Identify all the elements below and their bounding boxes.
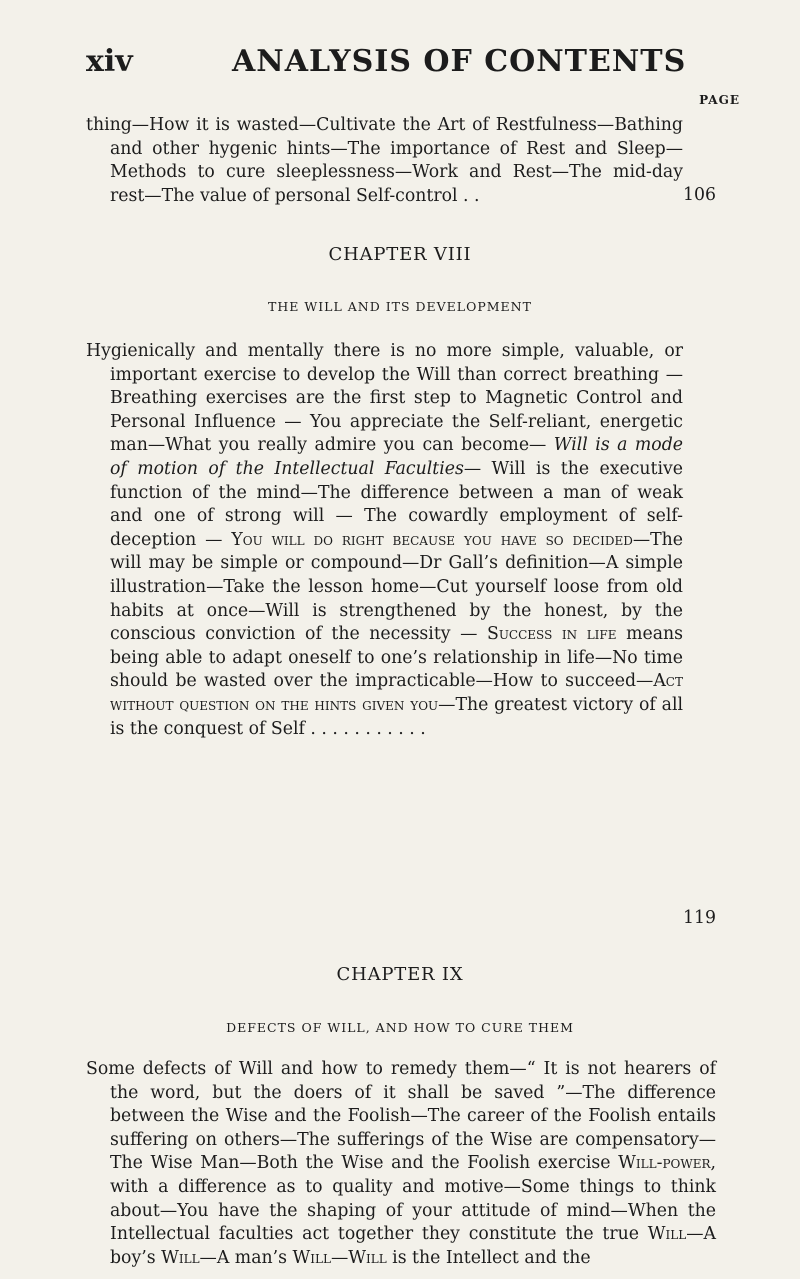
running-header <box>86 44 726 88</box>
chapter-viii-analysis <box>86 340 716 931</box>
page-column-label: PAGE <box>699 93 740 107</box>
analysis-text: —A boy’s <box>110 1224 716 1268</box>
entry-text: thing—How it is wasted—Cultivate the Art of Restfulness—Bathing and other hygenic hints—The importance of Rest and Sleep—Methods to cure sleeplessness—Work and Rest—The mid-day rest—The value of personal Self-control <box>86 115 683 206</box>
analysis-small-caps: Will <box>292 1247 331 1268</box>
entry-page-number: 106 <box>683 185 716 205</box>
analysis-small-caps: Will <box>348 1247 387 1268</box>
page-number: xiv <box>86 44 133 79</box>
analysis-text: is the Intellect and the <box>386 1247 591 1268</box>
analysis-text: Hygienically and mentally there is no more simple, valuable, or important exercise to develop the Will than correct breathing —Breathing exercises are the first step to Magnetic Control and Personal Influence — You appreciate the Self-reliant, energetic man—What you really admire you can become— <box>86 341 683 456</box>
analysis-text: —The will may be simple or compound—Dr Gall’s definition—A simple illustration—Take the lesson home—Cut yourself loose from old habits at once—Will is strengthened by the honest, by the conscious conviction of the necessity — <box>110 529 683 645</box>
dot-leader: . . . . . . . . . . . <box>304 718 426 739</box>
chapter-heading-ix: CHAPTER IX <box>336 964 464 985</box>
chapter-subtitle-viii: THE WILL AND ITS DEVELOPMENT <box>268 299 532 314</box>
chapter-ix-analysis <box>86 1058 716 1270</box>
analysis-text: —The greatest victory of all is the conquest of Self <box>110 694 683 739</box>
chapter-subtitle-ix: DEFECTS OF WILL, AND HOW TO CURE THEM <box>226 1020 574 1035</box>
analysis-italic: Will is a mode of motion of the Intellectual Faculties— <box>110 435 683 479</box>
entry-page-number: 119 <box>683 908 716 928</box>
analysis-small-caps: Will-power <box>618 1153 711 1174</box>
chapter-heading-viii: CHAPTER VIII <box>328 244 472 265</box>
analysis-text: — <box>330 1247 349 1268</box>
analysis-text: , with a difference as to quality and motive—Some things to think about—You have the shaping of your attitude of mind—When the Intellectual faculties act together they constitute the true <box>110 1153 716 1245</box>
running-title: ANALYSIS OF CONTENTS <box>232 44 687 79</box>
analysis-text: Some defects of Will and how to remedy them—“ It is not hearers of the word, but the doers of it shall be saved ”—The difference between the Wise and the Foolish—The career of the Foolish entails suffering on others—The sufferings of the Wise are compensatory—The Wise Man—Both the Wise and the Foolish exercise <box>86 1059 716 1174</box>
analysis-small-caps: Success in life <box>486 624 617 645</box>
analysis-small-caps: Will <box>161 1247 200 1268</box>
analysis-text: Will is the executive function of the mind—The difference between a man of weak and one of strong will — The cowardly employment of self-deception — <box>110 458 683 550</box>
analysis-small-caps: Act without question on the hints given you <box>110 671 683 715</box>
contents-entry-ch7-continued <box>86 114 716 208</box>
dot-leader: . . <box>457 185 480 206</box>
analysis-small-caps: You will do right because you have so decided <box>231 529 633 550</box>
analysis-small-caps: Will <box>647 1224 687 1245</box>
analysis-text: —A man’s <box>199 1247 293 1268</box>
analysis-text: means being able to adapt oneself to one’s relationship in life—No time should be wasted over the impracticable—How to succeed— <box>110 624 683 692</box>
